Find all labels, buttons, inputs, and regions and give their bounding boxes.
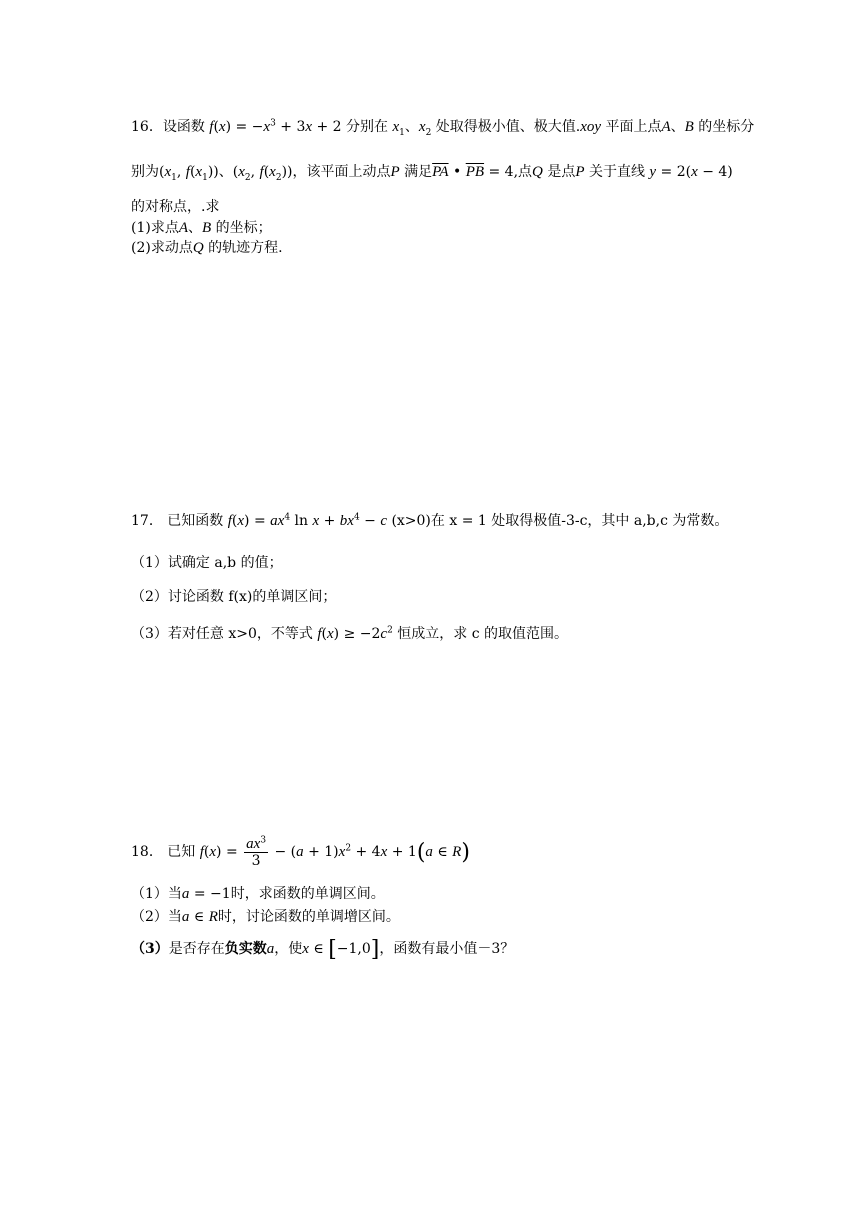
text: 满足 — [404, 164, 433, 180]
problem-18-number: 18． — [131, 844, 163, 860]
text: (2)求动点 — [131, 240, 193, 256]
problem-18-q2: （2）当a ∈ R时，讨论函数的单调增区间。 — [131, 909, 400, 925]
text: 恒成立，求 c 的取值范围。 — [397, 626, 568, 642]
text: 的轨迹方程. — [208, 240, 283, 256]
text: (1)求点 — [131, 220, 179, 236]
text: （3） — [131, 941, 169, 957]
problem-17-q3: （3）若对任意 x>0，不等式 $f(x) \ge -2c^2$ 恒成立，求 c 的取值范围。 — [131, 625, 568, 642]
text: 是点 — [547, 164, 576, 180]
text: 的坐标； — [215, 220, 272, 236]
problem-16-line-2: 别为($x_1$, $f(x_1)$)、($x_2$, $f(x_2)$)，该平面上动点P 满足$\overline{PA}$ • $\overline{PB} = 4$,点Q 是点P 关于直线 y = 2(x − 4) — [131, 164, 733, 183]
text: ，使 — [274, 941, 303, 957]
text: 时，求函数的单调区间。 — [230, 886, 385, 902]
text: ，该平面上动点 — [292, 164, 391, 180]
text: 是否存在 — [168, 941, 225, 957]
problem-17-line-1: 17． 已知函数 $f(x) = ax^4$ $\ln x + bx^4 - c$ (x>0)在 x = 1 处取得极值-3-c，其中 a,b,c 为常数。 — [131, 512, 729, 529]
text: 时，讨论函数的单调增区间。 — [217, 909, 400, 925]
text: 关于直线 — [588, 164, 645, 180]
text: 平面上点 — [605, 119, 662, 135]
text: 别为 — [131, 164, 159, 180]
text: 已知 — [167, 844, 196, 860]
text: （2）当 — [131, 909, 182, 925]
problem-18-line-1: 18． 已知 f(x) = $\frac{ax^3}{3}$ − $(a + 1)x^2 + 4x + 1(a$ ∈ R) — [131, 834, 470, 869]
text: （3）若对任意 x>0，不等式 — [131, 626, 313, 642]
text: 已知函数 — [167, 513, 224, 529]
text: 处取得极小值、极大值. — [431, 119, 581, 135]
problem-16-q1: (1)求点A、B 的坐标； — [131, 220, 272, 236]
text: 分别在 — [341, 119, 393, 135]
problem-16-line-1: 16．设函数 $f(x) = -x^3 + 3x + 2$ 分别在 $x_1$、$x_2$ 处取得极小值、极大值.xoy 平面上点A、B 的坐标分 — [131, 118, 755, 138]
problem-17-number: 17． — [131, 513, 163, 529]
text: 的坐标分 — [698, 119, 755, 135]
problem-16-q2: (2)求动点Q 的轨迹方程. — [131, 240, 283, 256]
text: ,点 — [513, 164, 533, 180]
problem-16-number: 16 — [131, 119, 149, 135]
text: 负实数 — [224, 941, 267, 957]
text: ．设函数 — [148, 119, 210, 135]
fraction: $\frac{ax^3}{3}$ — [246, 834, 267, 869]
problem-16-line-3: 的对称点，.求 — [131, 199, 220, 215]
text: ，函数有最小值－3？ — [379, 941, 515, 957]
problem-18-q1: （1）当a = −1时，求函数的单调区间。 — [131, 886, 385, 902]
formula-f: f — [209, 119, 214, 135]
text: (x>0)在 x = 1 处取得极值-3-c，其中 a,b,c 为常数。 — [391, 513, 729, 529]
problem-18-q3: （3）是否存在负实数a，使x ∈ [−1,0]，函数有最小值－3？ — [131, 937, 515, 962]
problem-17-q1: （1）试确定 a,b 的值； — [131, 555, 283, 571]
text: （1）当 — [131, 886, 182, 902]
problem-17-q2: （2）讨论函数 f(x)的单调区间； — [131, 589, 337, 605]
